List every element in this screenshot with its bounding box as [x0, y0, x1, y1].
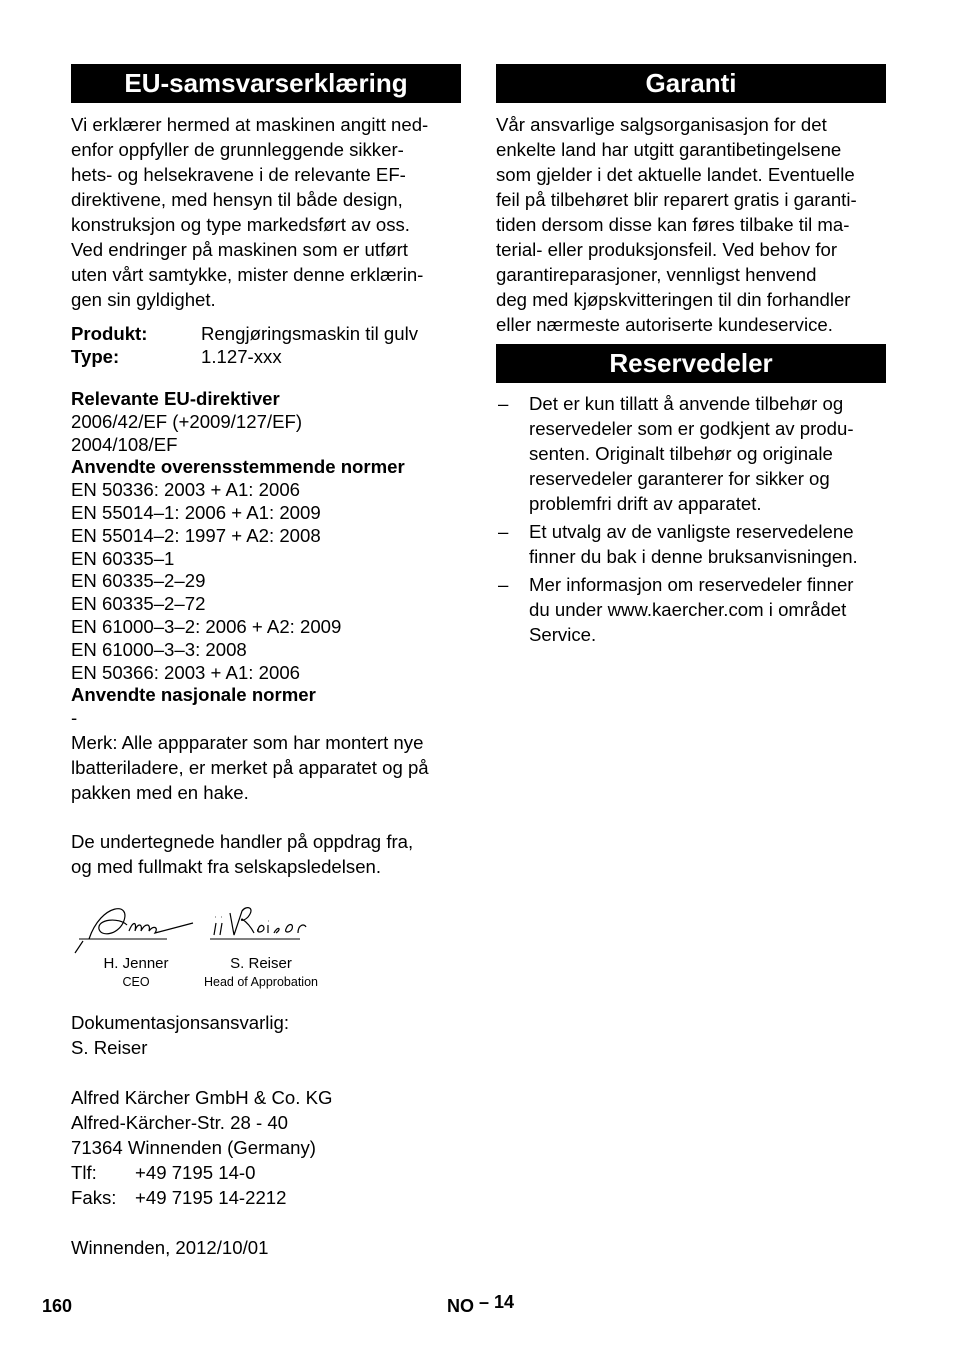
garanti-text: Vår ansvarlige salgsorganisasjon for det enkelte land har utgitt garantibetingelsene som gjelder i det aktuelle landet. Eventuelle feil på tilbehøret blir reparert gratis i garanti- tiden dersom disse kan føres tilbake til ma- terial- eller produksjonsfeil. Ved behov for garantireparasjoner, vennligst henvend deg med kjøpskvitteringen til din forhandler eller nærmeste autoriserte kundeservice. — [496, 114, 857, 335]
local-page-number: 14 — [494, 1292, 515, 1312]
list-item — [496, 519, 886, 569]
type-label: Type: — [71, 346, 120, 367]
contact-table — [71, 1160, 286, 1210]
list-item-text: Det er kun tillatt å anvende tilbehør og reservedeler som er godkjent av produ- senten. Originalt tilbehør og originale reservedeler garanterer for sikker og problemfri drift av apparatet. — [529, 393, 854, 514]
national-heading: Anvendte nasjonale normer — [71, 684, 316, 706]
reservedeler-heading: Reservedeler — [496, 344, 886, 383]
type-value: 1.127-xxx — [201, 346, 282, 367]
product-label: Produkt: — [71, 323, 148, 344]
company-lines: Alfred Kärcher GmbH & Co. KG Alfred-Kärcher-Str. 28 - 40 71364 Winnenden (Germany) — [71, 1086, 333, 1158]
product-value: Rengjøringsmaskin til gulv — [201, 323, 419, 344]
charger-note: Merk: Alle appparater som har montert nye lbatteriladere, er merket på apparatet og på pakken med en hake. — [71, 731, 429, 803]
place-date: Winnenden, 2012/10/01 — [71, 1236, 269, 1258]
language-code: NO — [447, 1296, 474, 1316]
standards-list: EN 50336: 2003 + A1: 2006 EN 55014–1: 2006 + A1: 2009 EN 55014–2: 1997 + A2: 2008 EN 60335–1 EN 60335–2–29 EN 60335–2–72 EN 61000–3–2: 2006 + A2: 2009 EN 61000–3–3: 2008 EN 50366: 2003 + A1: 2006 — [71, 479, 342, 683]
signer1-name: H. Jenner — [103, 954, 169, 972]
list-item-text: Mer informasjon om reservedeler finner du under www.kaercher.com i området Service. — [529, 574, 854, 645]
signer2-name: S. Reiser — [230, 954, 292, 972]
signer1-role: CEO — [122, 974, 150, 989]
list-item-text: Et utvalg av de vanligste reservedelene finner du bak i denne bruksanvisningen. — [529, 521, 858, 567]
standards-heading: Anvendte overensstemmende normer — [71, 456, 405, 478]
phone-value: +49 7195 14-0 — [135, 1161, 256, 1183]
product-table — [71, 322, 418, 368]
list-item — [496, 391, 886, 516]
signature-reiser-icon — [196, 893, 326, 955]
dash-bullet: – — [498, 521, 509, 542]
footer-dash: – — [479, 1292, 490, 1312]
signature-reiser — [196, 893, 326, 992]
product-row — [71, 322, 418, 345]
phone-row — [71, 1160, 286, 1185]
reservedeler-list — [496, 391, 886, 647]
eu-declaration-heading: EU-samsvarserklæring — [71, 64, 461, 103]
directives-list: 2006/42/EF (+2009/127/EF) 2004/108/EF — [71, 410, 303, 455]
signing-text: De undertegnede handler på oppdrag fra, og med fullmakt fra selskapsledelsen. — [71, 830, 414, 877]
left-column — [71, 64, 461, 1260]
signature-jenner — [71, 893, 201, 992]
type-row — [71, 345, 418, 368]
right-column — [496, 64, 886, 650]
fax-value: +49 7195 14-2212 — [135, 1186, 287, 1208]
directives-block — [71, 388, 461, 805]
dash-bullet: – — [498, 574, 509, 595]
list-item — [496, 572, 886, 647]
fax-label: Faks: — [71, 1186, 117, 1208]
signer2-role: Head of Approbation — [204, 974, 318, 989]
garanti-heading: Garanti — [496, 64, 886, 103]
directives-heading: Relevante EU-direktiver — [71, 388, 280, 409]
phone-label: Tlf: — [71, 1161, 97, 1183]
documentation-responsible: Dokumentasjonsansvarlig: S. Reiser — [71, 1011, 290, 1058]
page-footer-local — [447, 1292, 515, 1317]
signatures — [71, 893, 461, 998]
declaration-intro: Vi erklærer hermed at maskinen angitt ned- enfor oppfyller de grunnleggende sikker- hets- og helsekravene i de relevante EF- direktivene, med hensyn til både design, konstruksjon og type markedsført av oss. Ved endringer på maskinen som er utført uten vårt samtykke, mister denne erklærin- gen sin gyldighet. — [71, 114, 429, 310]
company-address — [71, 1085, 461, 1210]
dash-bullet: – — [498, 393, 509, 414]
fax-row — [71, 1185, 286, 1210]
signature-jenner-icon — [71, 893, 201, 955]
national-value: - — [71, 707, 78, 729]
page-number: 160 — [42, 1296, 73, 1316]
